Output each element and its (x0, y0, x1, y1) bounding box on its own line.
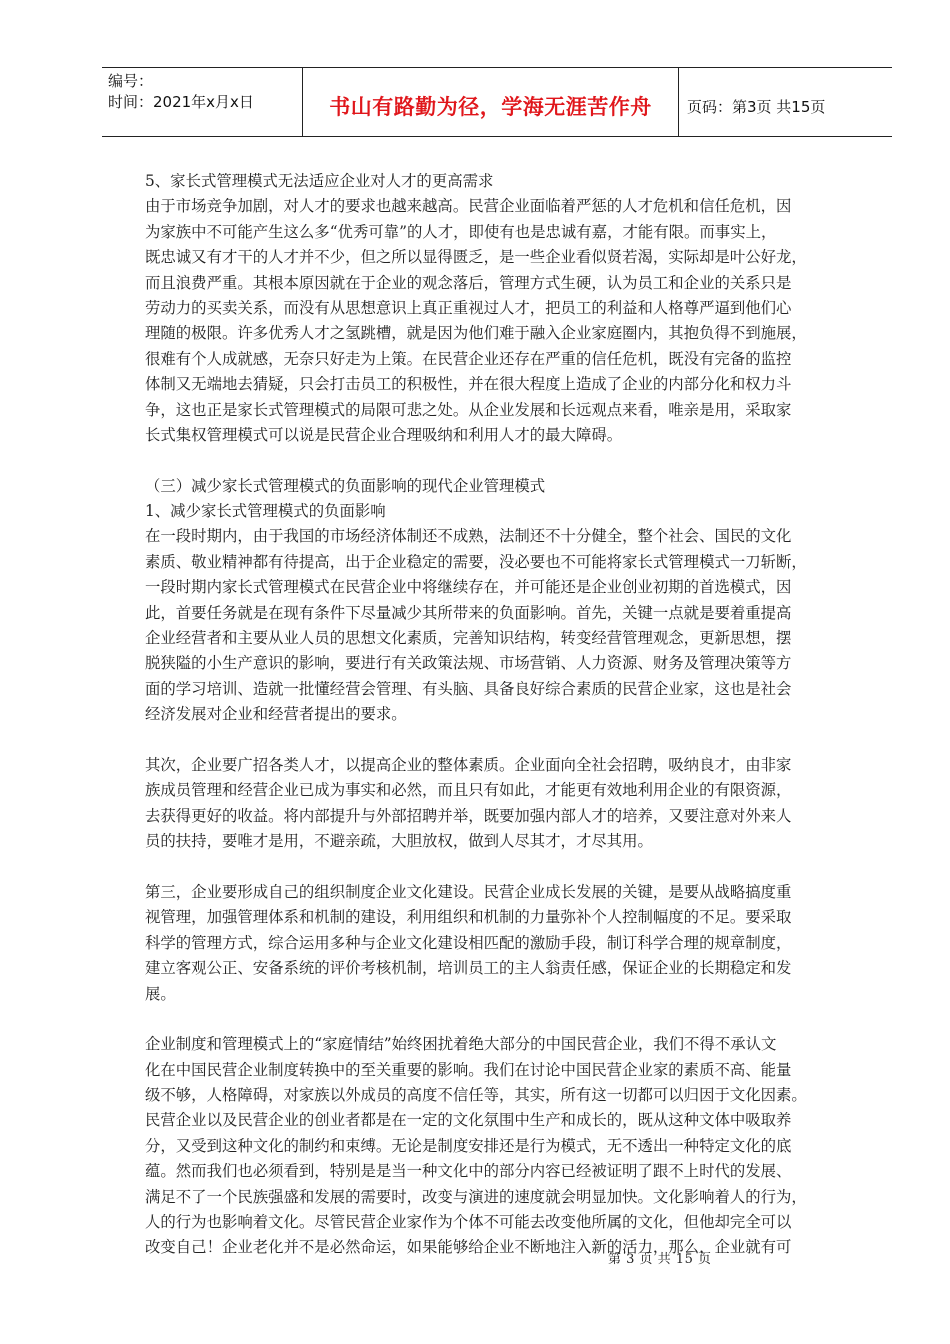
body-text-line: 化在中国民营企业制度转换中的至关重要的影响。我们在讨论中国民营企业家的素质不高、能量 (145, 1060, 792, 1079)
header-table (102, 67, 892, 137)
body-text-line: 科学的管理方式，综合运用多种与企业文化建设相匹配的激励手段，制订科学合理的规章制度， (145, 933, 792, 952)
body-text-line: 其次，企业要广招各类人才，以提高企业的整体素质。企业面向全社会招聘，吸纳良才，由非家 (145, 755, 792, 774)
header-meta-cell (102, 68, 303, 136)
body-text-line: 级不够，人格障碍，对家族以外成员的高度不信任等，其实，所有这一切都可以归因于文化因素。 (145, 1086, 807, 1105)
body-text-line: 满足不了一个民族强盛和发展的需要时，改变与演进的速度就会明显加快。文化影响着人的行为， (145, 1187, 807, 1206)
paragraph-gap (145, 855, 857, 880)
body-text-line: 此，首要任务就是在现有条件下尽量减少其所带来的负面影响。首先，关键一点就是要着重提高 (145, 603, 792, 622)
document-body (145, 169, 857, 1261)
body-text-line: 1、减少家长式管理模式的负面影响 (145, 502, 386, 521)
body-text-line: 5、家长式管理模式无法适应企业对人才的更高需求 (145, 172, 494, 190)
page-footer: 第 3 页 共 15 页 (608, 1252, 712, 1267)
body-text-line: 民营企业以及民营企业的创业者都是在一定的文化氛围中生产和成长的，既从这种文体中吸取养 (145, 1111, 792, 1130)
body-text-line: 劳动力的买卖关系，而没有从思想意识上真正重视过人才，把员工的利益和人格尊严逼到他们心 (145, 298, 792, 317)
body-text-line: 企业经营者和主要从业人员的思想文化素质，完善知识结构，转变经营管理观念，更新思想，摆 (145, 629, 792, 648)
body-text-line: 而且浪费严重。其根本原因就在于企业的观念落后，管理方式生硬，认为员工和企业的关系只是 (145, 273, 792, 292)
body-text-line: 视管理，加强管理体系和机制的建设，利用组织和机制的力量弥补个人控制幅度的不足。要采取 (145, 908, 792, 927)
body-text-line: 一段时期内家长式管理模式在民营企业中将继续存在，并可能还是企业创业初期的首选模式，因 (145, 578, 792, 597)
header-motto-cell (303, 68, 679, 136)
header-page-label: 页码：第3页 共15页 (687, 97, 826, 116)
body-text-line: 为家族中不可能产生这么多“优秀可靠”的人才，即使有也是忠诚有嘉，才能有限。而事实上， (145, 222, 777, 241)
header-page-cell (679, 68, 892, 136)
body-text-line: 既忠诚又有才干的人才并不少，但之所以显得匮乏，是一些企业看似贤若渴，实际却是叶公好龙， (145, 248, 807, 267)
body-text-line: 争，这也正是家长式管理模式的局限可悲之处。从企业发展和长远观点来看，唯亲是用，采取家 (145, 400, 792, 419)
paragraph-gap (145, 448, 857, 473)
body-text-line: 企业制度和管理模式上的“家庭情结”始终困扰着绝大部分的中国民营企业，我们不得不承认文 (145, 1035, 777, 1054)
body-text-line: 蕴。然而我们也必须看到，特别是是当一种文化中的部分内容已经被证明了跟不上时代的发展、 (145, 1162, 792, 1181)
body-text-line: 素质、敬业精神都有待提高，出于企业稳定的需要，没必要也不可能将家长式管理模式一刀斩断， (145, 552, 807, 571)
body-text-line: （三）减少家长式管理模式的负面影响的现代企业管理模式 (145, 476, 546, 495)
body-text-line: 在一段时期内，由于我国的市场经济体制还不成熟，法制还不十分健全，整个社会、国民的文化 (145, 527, 792, 546)
body-text-line: 去获得更好的收益。将内部提升与外部招聘并举，既要加强内部人才的培养，又要注意对外来人 (145, 806, 792, 825)
body-text-line: 族成员管理和经营企业已成为事实和必然，而且只有如此，才能更有效地利用企业的有限资源， (145, 781, 792, 800)
body-text-line: 分，又受到这种文化的制约和束缚。无论是制度安排还是行为模式，无不透出一种特定文化的底 (145, 1136, 792, 1155)
body-text-line: 员的扶持，要唯才是用，不避亲疏，大胆放权，做到人尽其才，才尽其用。 (145, 832, 653, 851)
body-text-line: 经济发展对企业和经营者提出的要求。 (145, 705, 407, 724)
body-text-line: 面的学习培训、造就一批懂经营会管理、有头脑、具备良好综合素质的民营企业家，这也是社会 (145, 679, 792, 698)
body-text-line: 第三，企业要形成自己的组织制度企业文化建设。民营企业成长发展的关键，是要从战略搞度重 (145, 882, 792, 901)
body-text-line: 展。 (145, 984, 176, 1003)
body-text-line: 人的行为也影响着文化。尽管民营企业家作为个体不可能去改变他所属的文化，但他却完全可以 (145, 1213, 792, 1232)
body-text-line: 由于市场竞争加剧，对人才的要求也越来越高。民营企业面临着严惩的人才危机和信任危机，因 (145, 197, 792, 216)
paragraph-gap (145, 728, 857, 753)
header-motto: 书山有路勤为径，学海无涯苦作舟 (329, 95, 652, 119)
body-text-line: 建立客观公正、安备系统的评价考核机制，培训员工的主人翁责任感，保证企业的长期稳定和发 (145, 959, 792, 978)
body-text-line: 体制又无端地去猜疑，只会打击员工的积极性，并在很大程度上造成了企业的内部分化和权力斗 (145, 375, 792, 394)
body-text-line: 脱狭隘的小生产意识的影响，要进行有关政策法规、市场营销、人力资源、财务及管理决策等方 (145, 654, 792, 673)
body-text-line: 改变自己！企业老化并不是必然命运，如果能够给企业不断地注入新的活力，那么，企业就有可 (145, 1238, 792, 1257)
body-text-line: 很难有个人成就感，无奈只好走为上策。在民营企业还存在严重的信任危机，既没有完备的监控 (145, 349, 792, 368)
document-date-label: 时间：2021年x月x日 (108, 93, 254, 111)
body-text-line: 长式集权管理模式可以说是民营企业合理吸纳和利用人才的最大障碍。 (145, 425, 623, 444)
document-number-label: 编号： (108, 72, 154, 90)
body-text-line: 理随的极限。许多优秀人才之氢跳槽，就是因为他们难于融入企业家庭圈内，其抱负得不到施展， (145, 324, 807, 343)
paragraph-gap (145, 1007, 857, 1032)
